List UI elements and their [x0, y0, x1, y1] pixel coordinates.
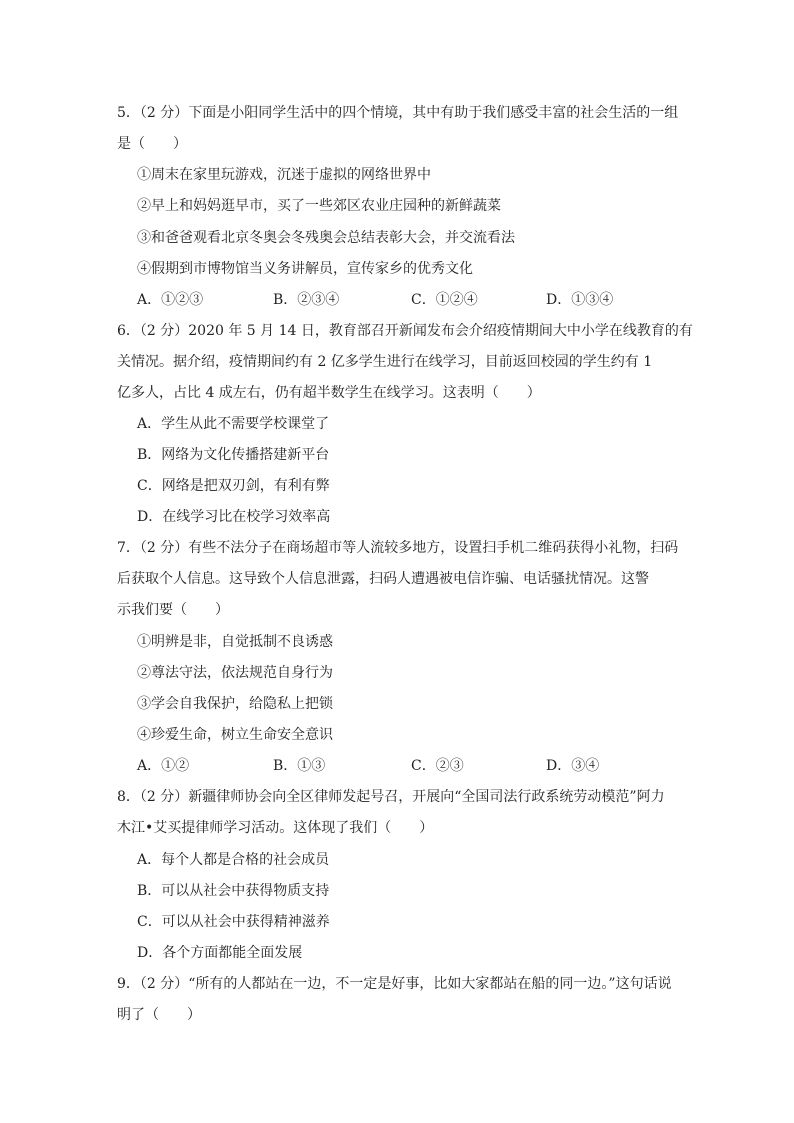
q5-statement-1: ①周末在家里玩游戏，沉迷于虚拟的网络世界中	[137, 167, 431, 183]
q6-option-d: D．在线学习比在校学习效率高	[137, 509, 331, 525]
q5-option-c: C．①②④	[411, 292, 478, 308]
q5-option-b: B．②③④	[273, 292, 340, 308]
q8-option-c: C．可以从社会中获得精神滋养	[137, 914, 330, 930]
q8-option-b: B．可以从社会中获得物质支持	[137, 883, 330, 899]
q5-statement-3: ③和爸爸观看北京冬奥会冬残奥会总结表彰大会，并交流看法	[137, 230, 515, 246]
q6-option-a: A．学生从此不需要学校课堂了	[137, 416, 330, 432]
question-5-line-1: 5．（2 分）下面是小阳同学生活中的四个情境，其中有助于我们感受丰富的社会生活的一组	[117, 105, 679, 121]
q5-option-a: A．①②③	[137, 292, 204, 308]
question-6-line-3: 亿多人，占比 4 成左右，仍有超半数学生在线学习。这表明（ ）	[117, 385, 541, 401]
question-7-line-1: 7．（2 分）有些不法分子在商场超市等人流较多地方，设置扫手机二维码获得小礼物，扫码	[117, 540, 679, 556]
q7-statement-3: ③学会自我保护，给隐私上把锁	[137, 696, 333, 712]
question-8-line-2: 木江•艾买提律师学习活动。这体现了我们（ ）	[117, 820, 434, 836]
question-9-line-1: 9．（2 分）“所有的人都站在一边，不一定是好事，比如大家都站在船的同一边。”这句话说	[117, 976, 672, 992]
question-7-line-3: 示我们要（ ）	[117, 602, 229, 618]
question-8-line-1: 8．（2 分）新疆律师协会向全区律师发起号召，开展向“全国司法行政系统劳动模范”阿力	[117, 789, 665, 805]
q6-option-b: B．网络为文化传播搭建新平台	[137, 447, 330, 463]
q8-option-d: D．各个方面都能全面发展	[137, 945, 303, 961]
question-6-line-1: 6．（2 分）2020 年 5 月 14 日，教育部召开新闻发布会介绍疫情期间大中小学在线教育的有	[117, 323, 693, 339]
q7-statement-4: ④珍爱生命，树立生命安全意识	[137, 727, 333, 743]
q7-option-c: C．②③	[411, 758, 464, 774]
q8-option-a: A．每个人都是合格的社会成员	[137, 852, 330, 868]
q7-option-a: A．①②	[137, 758, 190, 774]
question-5-line-2: 是（ ）	[117, 136, 187, 152]
q7-option-d: D．③④	[546, 758, 600, 774]
question-7-line-2: 后获取个人信息。这导致个人信息泄露，扫码人遭遇被电信诈骗、电话骚扰情况。这警	[117, 571, 649, 587]
question-9-line-2: 明了（ ）	[117, 1007, 201, 1023]
q7-option-b: B．①③	[273, 758, 326, 774]
q5-statement-2: ②早上和妈妈逛早市，买了一些郊区农业庄园种的新鲜蔬菜	[137, 198, 501, 214]
q7-statement-2: ②尊法守法，依法规范自身行为	[137, 665, 333, 681]
q7-statement-1: ①明辨是非，自觉抵制不良诱惑	[137, 634, 333, 650]
q5-option-d: D．①③④	[546, 292, 614, 308]
question-6-line-2: 关情况。据介绍，疫情期间约有 2 亿多学生进行在线学习，目前返回校园的学生约有 1	[117, 354, 653, 370]
q5-statement-4: ④假期到市博物馆当义务讲解员，宣传家乡的优秀文化	[137, 261, 473, 277]
q6-option-c: C．网络是把双刃剑，有利有弊	[137, 478, 330, 494]
